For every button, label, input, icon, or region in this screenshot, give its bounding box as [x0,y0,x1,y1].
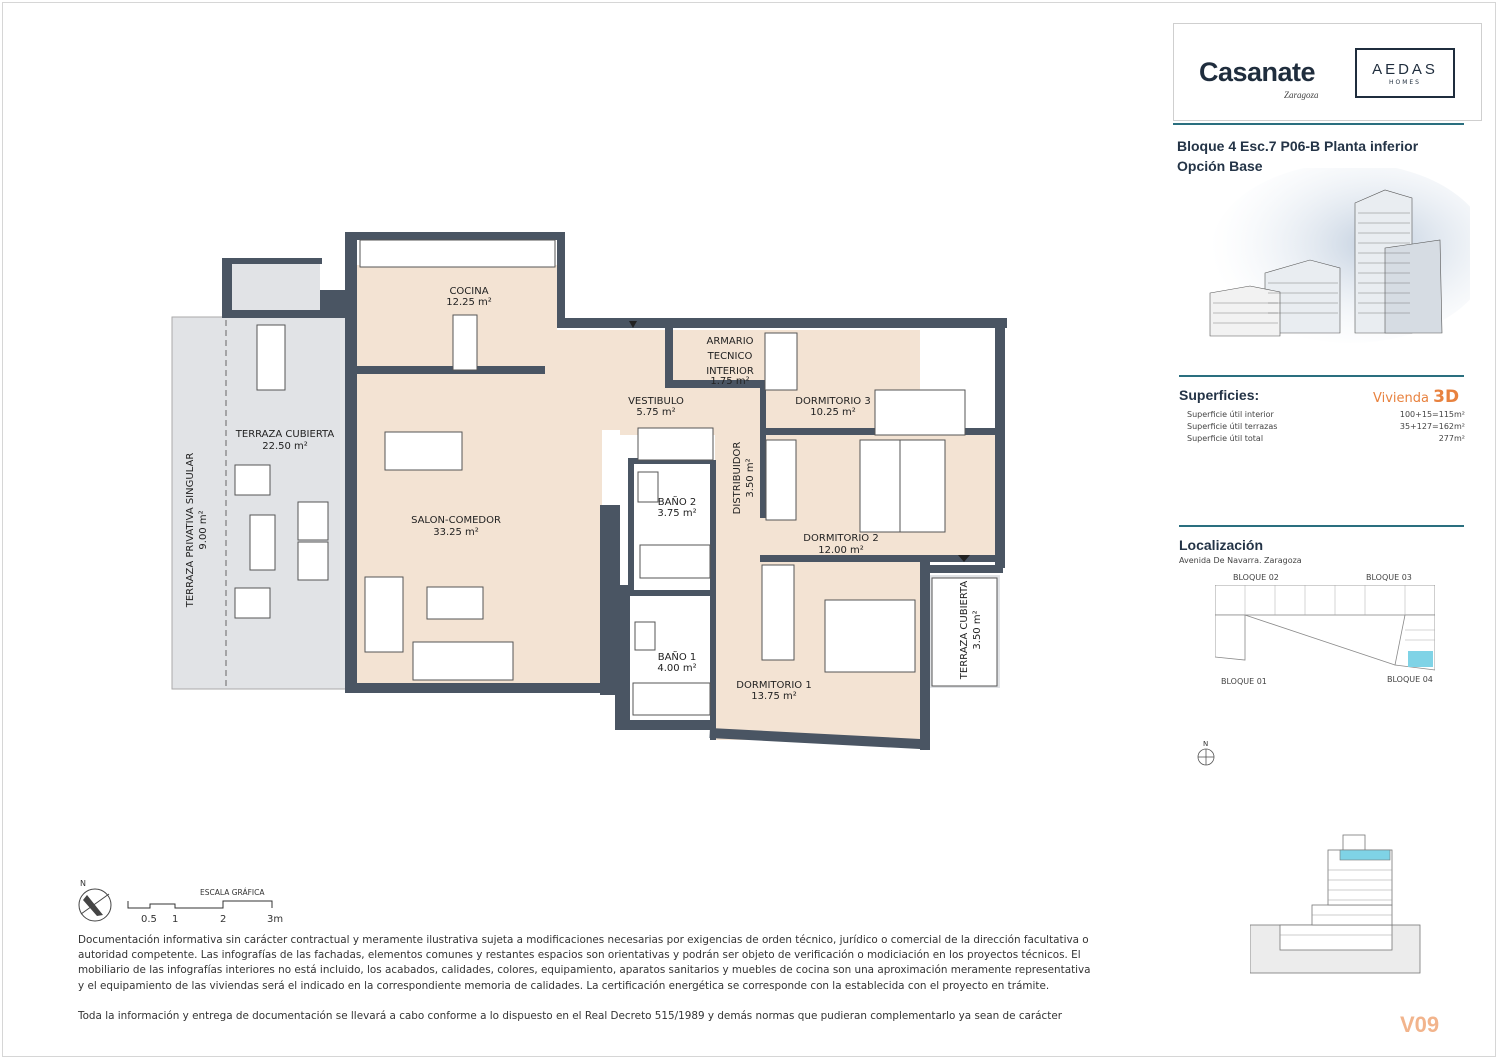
room-label: DORMITORIO 1 [736,680,812,691]
building-illustration [1180,168,1470,348]
room-label: BAÑO 2 [657,497,697,508]
logo-underline [1173,123,1464,125]
vivienda-code: 3D [1433,387,1460,407]
room-area: 3.75 m² [657,508,697,519]
surface-value: 277m² [1438,434,1465,443]
title-line-2: Opción Base [1177,158,1263,174]
room-label: TERRAZA CUBIERTA [959,580,970,680]
room-label: SALON-COMEDOR [411,515,501,526]
room-area: 13.75 m² [751,691,797,702]
room-label: DISTRIBUIDOR [732,441,743,515]
room-label: TECNICO [707,351,753,362]
title-line-1: Bloque 4 Esc.7 P06-B Planta inferior [1177,138,1419,154]
room-label: TERRAZA CUBIERTA [235,429,335,440]
room-area: 22.50 m² [262,441,308,452]
surface-row [1187,410,1465,419]
surface-row [1187,422,1465,431]
surface-label: Superficie útil interior [1187,410,1274,419]
brand-name: Casanate [1199,57,1316,87]
aedas-logo [1355,48,1455,98]
block-label: BLOQUE 01 [1221,677,1267,686]
vivienda-label: Vivienda [1373,391,1429,406]
superficies-heading: Superficies: [1179,387,1260,403]
room-area: 3.50 m² [972,610,983,650]
disclaimer-text: Documentación informativa sin carácter contractual y meramente ilustrativa sujeta a modificaciones necesarias por exigencias de orden técnico, jurídico o comercial de la dirección facultativa o autoridad competente. Las infografías de las fachadas, elementos comunes y restantes espacios son orientativas y podrán ser objeto de verificación o modiciación en los proyectos técnicos. El mobiliario de las infografías interiores no está incluido, los acabados, calidades, colores, equipamiento, aparatos sanitarios y muebles de cocina son una aproximación meramente representativa y el equipamiento de las viviendas será el indicado en la correspondiente memoria de calidades. La certificación energética se corresponde con la establecida con el proyecto en trámite. [78,934,1091,992]
compass-n: N [1203,740,1209,748]
surface-label: Superficie útil terrazas [1187,422,1278,431]
room-area: 4.00 m² [657,663,697,674]
room-label: VESTIBULO [628,396,684,407]
surface-value: 35+127=162m² [1399,422,1465,431]
room-label: ARMARIO [706,336,754,347]
room-area: 33.25 m² [433,527,479,538]
north-arrow-icon [75,876,115,924]
map-compass-icon [1194,737,1220,767]
aedas-title: AEDAS [1372,61,1438,78]
block-label: BLOQUE 03 [1366,573,1412,582]
room-area: 5.75 m² [636,407,676,418]
room-label: INTERIOR [706,366,754,377]
scale-label: 0.5 [141,914,157,925]
location-map [1215,585,1435,675]
vivienda-tag [1373,387,1459,407]
block-label: BLOQUE 04 [1387,675,1433,684]
surface-row [1187,434,1465,443]
sheet-code: V09 [1400,1012,1440,1037]
block-label: BLOQUE 02 [1233,573,1279,582]
room-label: DORMITORIO 3 [795,396,871,407]
scale-label: 2 [220,914,227,925]
aedas-sub: HOMES [1388,79,1421,86]
building-section-diagram [1250,830,1425,975]
logo-box [1173,23,1482,121]
room-label: BAÑO 1 [657,652,697,663]
room-label: DORMITORIO 2 [803,533,879,544]
room-area: 12.25 m² [446,297,492,308]
room-area: 12.00 m² [818,545,864,556]
room-label: TERRAZA PRIVATIVA SINGULAR [185,452,196,608]
localizacion-address: Avenida De Navarra. Zaragoza [1179,556,1302,565]
brand-city: Zaragoza [1284,90,1319,100]
superficies-rule [1179,375,1464,377]
surface-value: 100+15=115m² [1399,410,1465,419]
room-area: 10.25 m² [810,407,856,418]
localizacion-heading: Localización [1179,537,1264,553]
north-n: N [80,879,86,888]
scale-label: 3m [267,914,284,925]
scale-title: ESCALA GRÁFICA [200,888,265,897]
room-label: COCINA [449,286,489,297]
room-area: 9.00 m² [198,510,209,550]
scale-bar [125,896,295,912]
scale-label: 1 [172,914,179,925]
room-area: 1.75 m² [710,376,750,387]
legal-note: Toda la información y entrega de documentación se llevará a cabo conforme a lo dispuesto en el Real Decreto 515/1989 y demás normas que pudieran complementarlo ya sean de carácter [78,1010,1062,1022]
surface-label: Superficie útil total [1187,434,1264,443]
localizacion-rule [1179,525,1464,527]
room-area: 3.50 m² [745,458,756,498]
